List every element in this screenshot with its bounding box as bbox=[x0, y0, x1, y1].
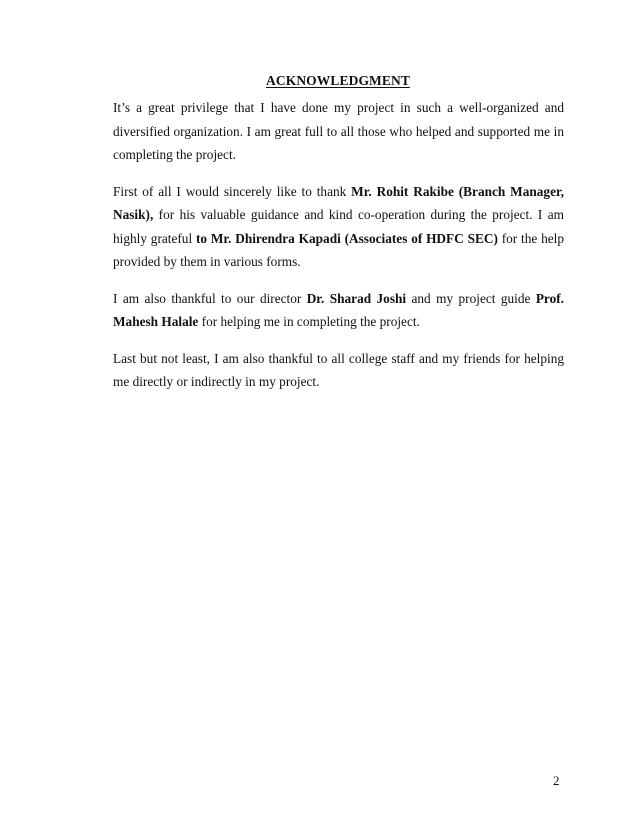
paragraph-text: for his valuable guidance and kind co-operation during the project. I am highly grateful bbox=[113, 207, 564, 246]
acknowledgment-body bbox=[113, 96, 564, 407]
paragraph-text: Last but not least, I am also thankful to all college staff and my friends for helping me directly or indirectly in my project. bbox=[113, 350, 564, 389]
page-title: ACKNOWLEDGMENT bbox=[266, 73, 410, 88]
paragraph-text: and my project guide bbox=[406, 290, 536, 306]
bold-name-dhirendra-kapadi: to Mr. Dhirendra Kapadi (Associates of HDFC SEC) bbox=[195, 230, 498, 246]
bold-name-rohit-rakibe: Mr. Rohit Rakibe (Branch Manager, Nasik), bbox=[113, 183, 564, 222]
bold-name-mahesh-halale: Prof. Mahesh Halale bbox=[113, 290, 564, 329]
paragraph-privilege bbox=[113, 96, 564, 167]
paragraph-text: for helping me in completing the project. bbox=[198, 314, 420, 329]
paragraph-text: It’s a great privilege that I have done my project in such a well-organized and diversified organization. I am great full to all those who helped and supported me in completing the project. bbox=[113, 100, 564, 162]
page-number: 2 bbox=[553, 773, 560, 788]
paragraph-thanks-staff bbox=[113, 347, 564, 394]
paragraph-thanks-managers bbox=[113, 180, 564, 274]
paragraph-text: I am also thankful to our director bbox=[113, 290, 307, 306]
bold-name-sharad-joshi: Dr. Sharad Joshi bbox=[306, 290, 407, 306]
paragraph-thanks-director bbox=[113, 287, 564, 334]
paragraph-text: First of all I would sincerely like to thank bbox=[113, 183, 352, 199]
paragraph-text: for the help provided by them in various forms. bbox=[113, 230, 564, 269]
